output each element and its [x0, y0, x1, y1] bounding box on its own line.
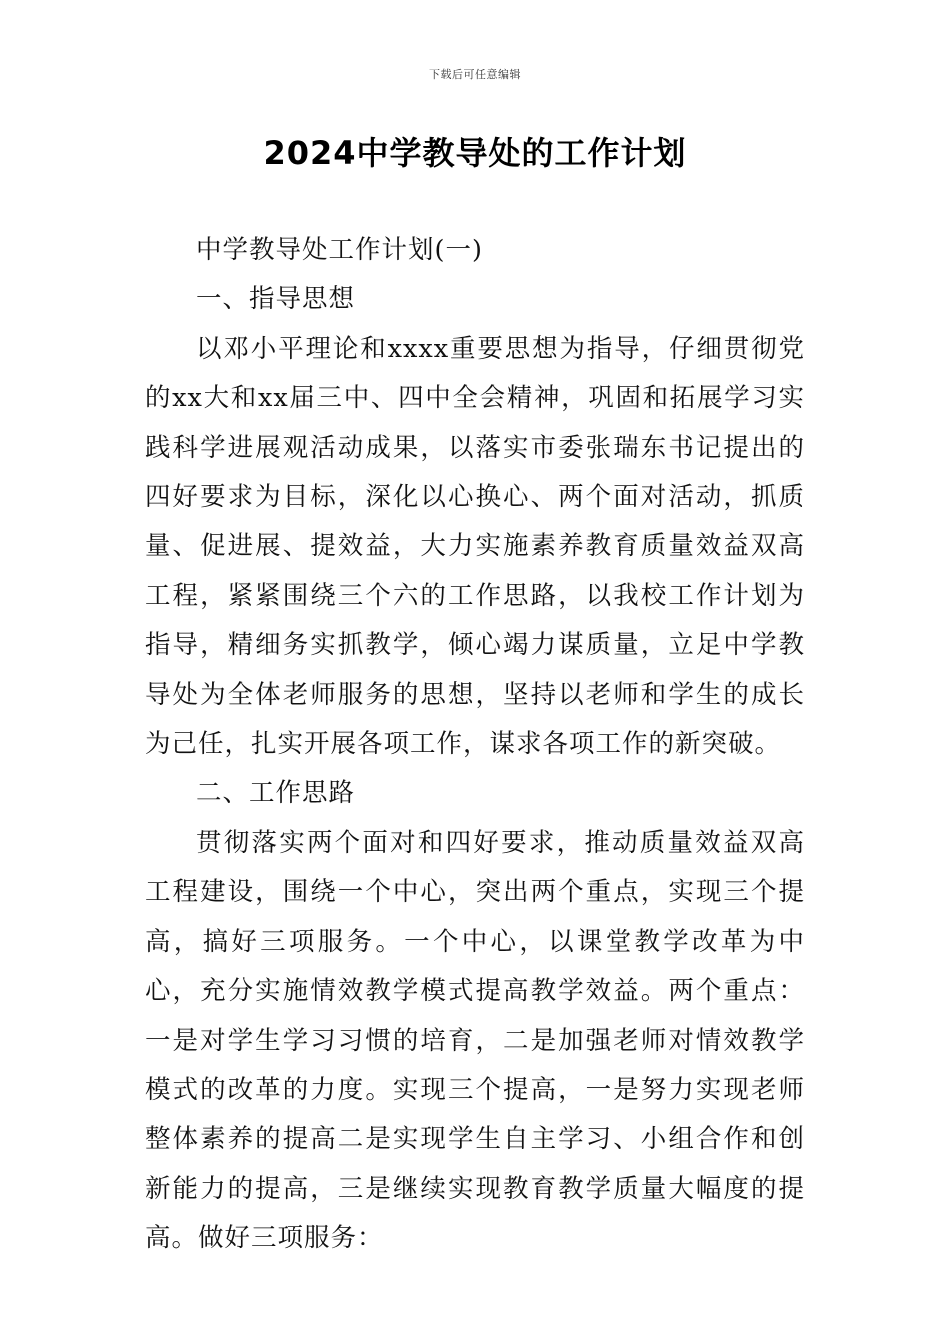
paragraph-subtitle: 中学教导处工作计划(一) — [196, 235, 483, 265]
document-title: 2024中学教导处的工作计划 — [263, 134, 687, 172]
paragraph-work-approach: 贯彻落实两个面对和四好要求，推动质量效益双高工程建设，围绕一个中心，突出两个重点，实现三个提高，搞好三项服务。一个中心，以课堂教学改革为中心，充分实施情效教学模式提高教学效益。两个重点：一是对学生学习习惯的培育，二是加强老师对情效教学模式的改革的力度。实现三个提高，一是努力实现老师整体素养的提高二是实现学生自主学习、小组合作和创新能力的提高，三是继续实现教育教学质量大幅度的提高。做好三项服务： — [145, 827, 805, 1254]
header-note: 下载后可任意编辑 — [429, 68, 521, 81]
section-heading-guiding-thought: 一、指导思想 — [196, 284, 356, 315]
paragraph-guiding-thought: 以邓小平理论和xxxx重要思想为指导，仔细贯彻党的xx大和xx届三中、四中全会精神，巩固和拓展学习实践科学进展观活动成果，以落实市委张瑞东书记提出的四好要求为目标，深化以心换心、两个面对活动，抓质量、促进展、提效益，大力实施素养教育质量效益双高工程，紧紧围绕三个六的工作思路，以我校工作计划为指导，精细务实抓教学，倾心竭力谋质量，立足中学教导处为全体老师服务的思想，坚持以老师和学生的成长为己任，扎实开展各项工作，谋求各项工作的新突破。 — [145, 333, 805, 760]
section-heading-work-approach: 二、工作思路 — [196, 778, 356, 809]
document-body — [145, 226, 805, 1264]
